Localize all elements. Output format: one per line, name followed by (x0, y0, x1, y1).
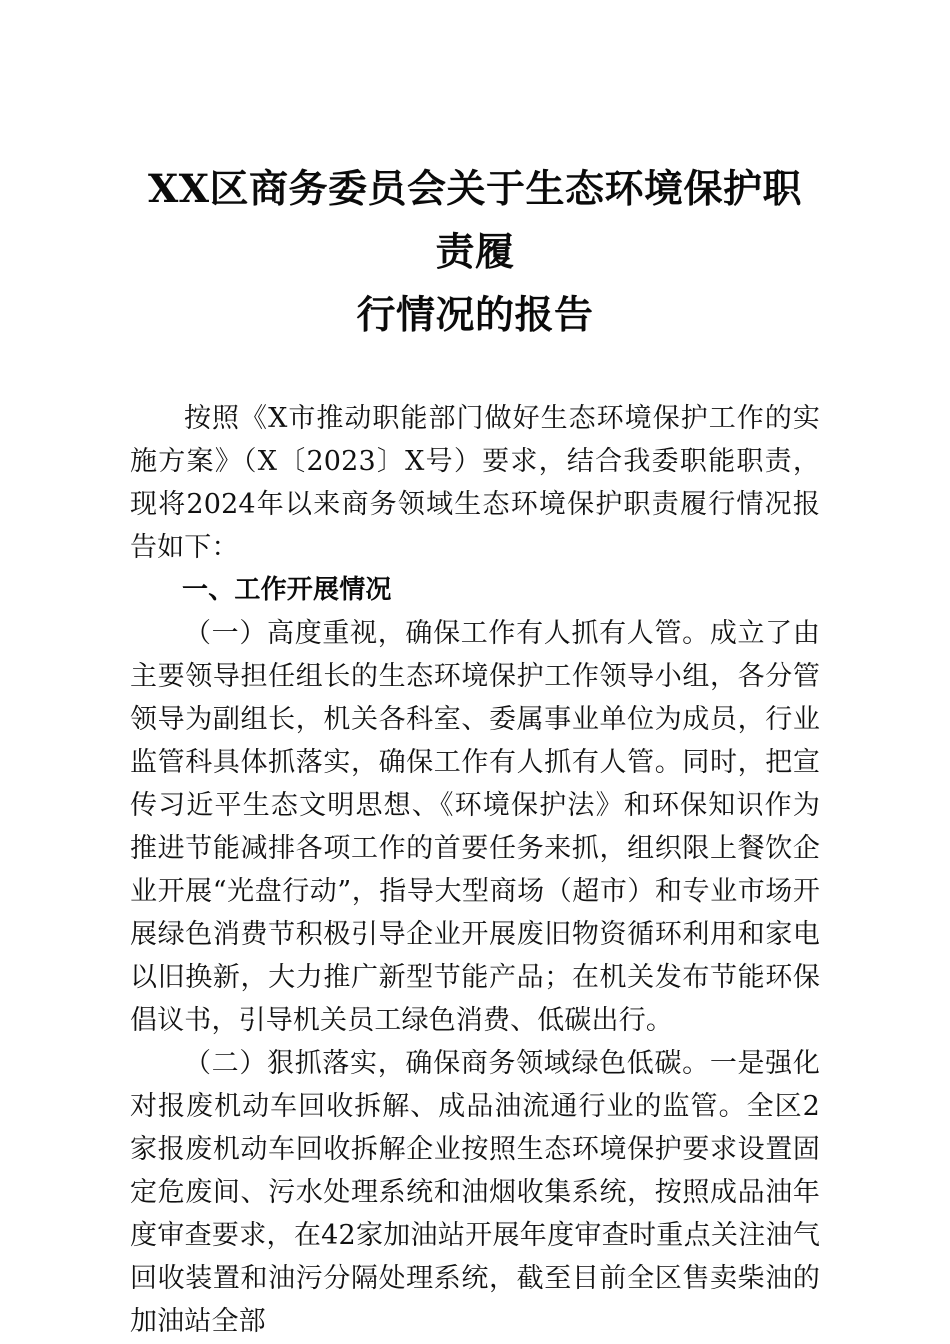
document-body (130, 397, 820, 1343)
section-heading-1: 一、工作开展情况 (182, 575, 392, 605)
document-content (130, 0, 820, 1343)
paragraph-intro: 按照《X市推动职能部门做好生态环境保护工作的实施方案》（X〔2023〕X号）要求，结合我委职能职责，现将2024年以来商务领域生态环境保护职责履行情况报告如下： (130, 403, 820, 563)
paragraph-item-1: （一）高度重视，确保工作有人抓有人管。成立了由主要领导担任组长的生态环境保护工作领导小组，各分管领导为副组长，机关各科室、委属事业单位为成员，行业监管科具体抓落实，确保工作有人抓有人管。同时，把宣传习近平生态文明思想、《环境保护法》和环保知识作为推进节能减排各项工作的首要任务来抓，组织限上餐饮企业开展“光盘行动”，指导大型商场（超市）和专业市场开展绿色消费节积极引导企业开展废旧物资循环利用和家电以旧换新，大力推广新型节能产品；在机关发布节能环保倡议书，引导机关员工绿色消费、低碳出行。 (130, 618, 820, 1036)
paragraph-item-2: （二）狠抓落实，确保商务领域绿色低碳。一是强化对报废机动车回收拆解、成品油流通行业的监管。全区2家报废机动车回收拆解企业按照生态环境保护要求设置固定危废间、污水处理系统和油烟收集系统，按照成品油年度审查要求，在42家加油站开展年度审查时重点关注油气回收装置和油污分隔处理系统，截至目前全区售卖柴油的加油站全部 (130, 1048, 820, 1337)
page-title (130, 0, 820, 347)
page-title-line-1: XX区商务委员会关于生态环境保护职责履 (147, 166, 803, 275)
page-title-line-2: 行情况的报告 (356, 292, 594, 338)
